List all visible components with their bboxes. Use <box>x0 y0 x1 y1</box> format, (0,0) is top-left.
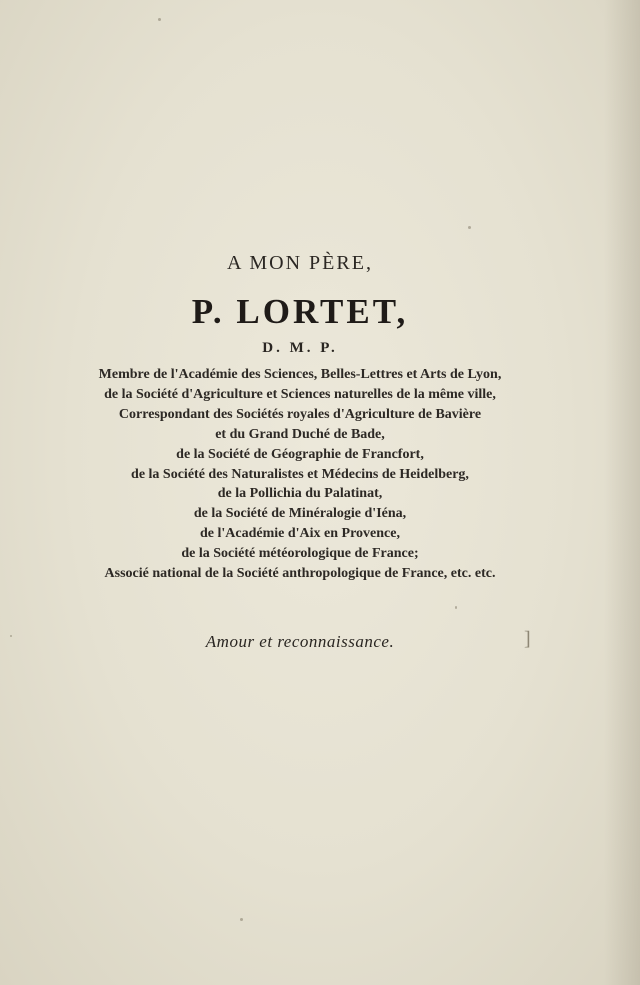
dedication-heading: A MON PÈRE, <box>227 252 373 274</box>
affiliation-line: Associé national de la Société anthropologique de France, etc. etc. <box>104 566 496 582</box>
degree-title: D. M. P. <box>262 340 338 356</box>
affiliation-line: et du Grand Duché de Bade, <box>215 426 385 442</box>
closing-line: Amour et reconnaissance. <box>205 632 395 651</box>
paper-speck <box>240 918 243 921</box>
affiliation-line: Correspondant des Sociétés royales d'Agriculture de Bavière <box>118 406 482 422</box>
affiliation-line: de la Société de Géographie de Francfort, <box>176 446 424 462</box>
affiliation-line: Membre de l'Académie des Sciences, Belles-Lettres et Arts de Lyon, <box>98 367 502 382</box>
margin-mark: ] <box>524 628 531 650</box>
dedicatee-name: P. LORTET, <box>191 292 409 331</box>
affiliation-line: de la Société de Minéralogie d'Iéna, <box>193 506 407 522</box>
affiliation-line: de la Société météorologique de France; <box>181 546 419 562</box>
paper-speck <box>158 18 161 21</box>
paper-speck <box>10 635 12 637</box>
paper-speck <box>455 606 457 609</box>
affiliation-line: de la Société d'Agriculture et Sciences naturelles de la même ville, <box>104 386 496 402</box>
affiliation-line: de la Pollichia du Palatinat, <box>217 486 383 502</box>
affiliation-line: de la Société des Naturalistes et Médecins de Heidelberg, <box>131 466 469 482</box>
affiliation-line: de l'Académie d'Aix en Provence, <box>200 526 400 542</box>
paper-speck <box>468 226 471 229</box>
affiliations-list <box>0 365 600 584</box>
